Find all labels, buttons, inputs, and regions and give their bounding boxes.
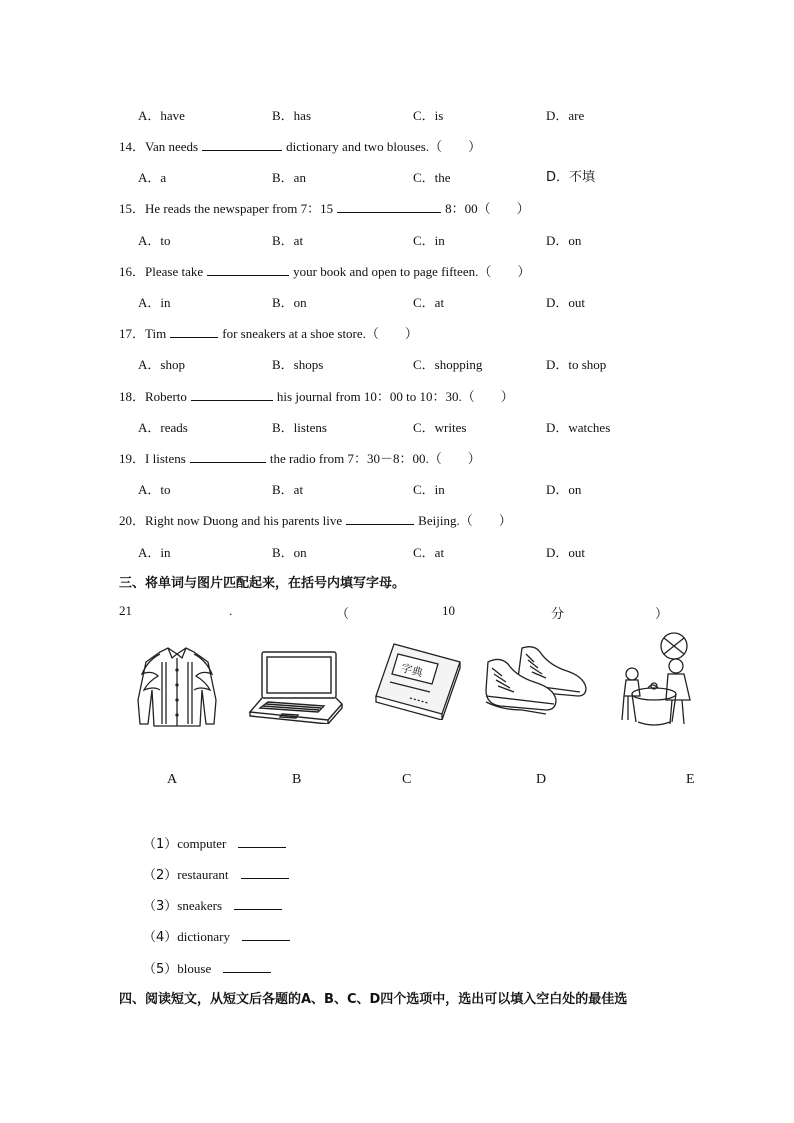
image-label-b: B (292, 772, 302, 787)
q20-stem: 20．Right now Duong and his parents live Beijing.（ ） (119, 513, 512, 528)
q15-stem: 15．He reads the newspaper from 7：15 8：00（ ） (119, 201, 530, 216)
dictionary-image (372, 640, 464, 720)
q17-option-b: B．shops (272, 357, 324, 372)
section-3-heading: 三、将单词与图片匹配起来，在括号内填写字母。 (119, 576, 406, 591)
q15-option-c: C．in (413, 233, 445, 248)
q16-option-d: D．out (546, 295, 586, 310)
q20-option-d: D．out (546, 545, 586, 560)
section-4-heading: 四、阅读短文，从短文后各题的A、B、C、D四个选项中，选出可以填入空白处的最佳选 (119, 992, 628, 1007)
q16-option-c: C．at (413, 295, 445, 310)
q14-stem: 14．Van needs dictionary and two blouses.（ ） (119, 139, 482, 154)
laptop-image (248, 648, 344, 724)
q14-option-b: B．an (272, 170, 306, 185)
q18-option-d: D．watches (546, 420, 611, 435)
q21-open-paren: （ (336, 607, 350, 622)
q13-option-b: B．has (272, 108, 312, 123)
q19-option-a: A．to (138, 482, 171, 497)
q14-option-a: A．a (138, 170, 167, 185)
q15-option-d: D．on (546, 233, 582, 248)
image-label-c: C (402, 772, 412, 787)
match-item-5: （5）blouse (143, 958, 275, 977)
q18-option-c: C．writes (413, 420, 467, 435)
image-label-a: A (167, 772, 178, 787)
match-item-1: （1）computer (143, 833, 290, 852)
q19-stem: 19．I listens the radio from 7：30－8：00.（ ） (119, 451, 481, 466)
q14-option-d: D．不填 (546, 170, 596, 185)
match-item-4: （4）dictionary (143, 926, 294, 945)
q20-option-c: C．at (413, 545, 445, 560)
q13-option-d: D．are (546, 108, 585, 123)
q21-dot: . (229, 603, 233, 618)
image-label-d: D (536, 772, 547, 787)
sneakers-image (482, 640, 590, 720)
match-item-3: （3）sneakers (143, 895, 286, 914)
q14-option-c: C．the (413, 170, 451, 185)
q16-option-a: A．in (138, 295, 171, 310)
q21-number: 21 (119, 603, 132, 618)
q18-option-a: A．reads (138, 420, 188, 435)
q13-option-a: A．have (138, 108, 185, 123)
image-label-e: E (686, 772, 695, 787)
q21-unit: 分 (551, 607, 565, 622)
q17-option-d: D．to shop (546, 357, 607, 372)
q18-stem: 18．Roberto his journal from 10：00 to 10：30.（ ） (119, 389, 514, 404)
q21-points: 10 (442, 603, 455, 618)
q20-option-a: A．in (138, 545, 171, 560)
restaurant-image (618, 630, 704, 730)
q19-option-c: C．in (413, 482, 445, 497)
dictionary-cover-text: 字典 (399, 661, 425, 680)
q15-option-b: B．at (272, 233, 304, 248)
q17-option-c: C．shopping (413, 357, 483, 372)
q18-option-b: B．listens (272, 420, 327, 435)
q17-stem: 17．Tim for sneakers at a shoe store.（ ） (119, 326, 418, 341)
q19-option-d: D．on (546, 482, 582, 497)
q21-close-paren: ） (655, 607, 669, 622)
q16-stem: 16．Please take your book and open to page fifteen.（ ） (119, 264, 531, 279)
blouse-image (132, 640, 222, 730)
q20-option-b: B．on (272, 545, 307, 560)
q13-option-c: C．is (413, 108, 444, 123)
q17-option-a: A．shop (138, 357, 185, 372)
q16-option-b: B．on (272, 295, 307, 310)
q15-option-a: A．to (138, 233, 171, 248)
q19-option-b: B．at (272, 482, 304, 497)
match-item-2: （2）restaurant (143, 864, 293, 883)
